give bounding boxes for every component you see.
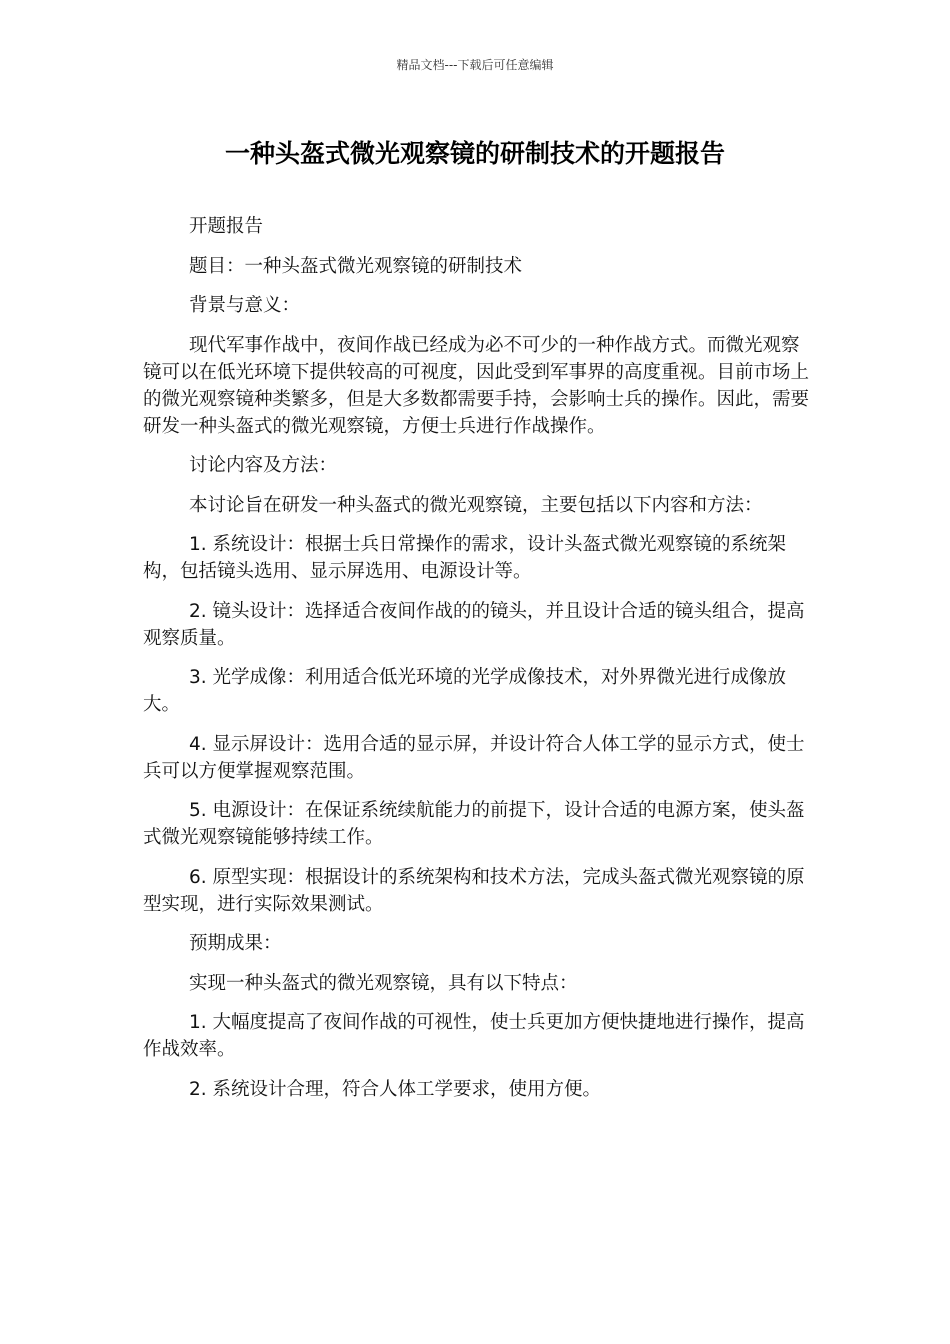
paragraph-methods-intro: 本讨论旨在研发一种头盔式的微光观察镜，主要包括以下内容和方法： [189,494,763,516]
heading-report: 开题报告 [189,216,264,237]
topic-line: 题目：一种头盔式微光观察镜的研制技术 [189,255,523,277]
list-item-system-design: 1. 系统设计：根据士兵日常操作的需求，设计头盔式微光观察镜的系统架构，包括镜头选用、显示屏选用、电源设计等。 [143,534,787,582]
list-item-prototype: 6. 原型实现：根据设计的系统架构和技术方法，完成头盔式微光观察镜的原型实现，进行实际效果测试。 [143,866,805,915]
header-note: 精品文档---下载后可任意编辑 [396,58,554,72]
section-heading-background: 背景与意义： [189,295,301,316]
list-item-optical-imaging: 3. 光学成像：利用适合低光环境的光学成像技术，对外界微光进行成像放大。 [143,667,787,715]
section-heading-methods: 讨论内容及方法： [189,455,338,476]
list-item-outcome-visibility: 1. 大幅度提高了夜间作战的可视性，使士兵更加方便快捷地进行操作，提高作战效率。 [143,1012,805,1060]
paragraph-background: 现代军事作战中，夜间作战已经成为必不可少的一种作战方式。而微光观察镜可以在低光环境下提供较高的可视度，因此受到军事界的高度重视。目前市场上的微光观察镜种类繁多，但是大多数都需要手持，会影响士兵的操作。因此，需要研发一种头盔式的微光观察镜，方便士兵进行作战操作。 [143,334,810,437]
list-item-power-design: 5. 电源设计：在保证系统续航能力的前提下，设计合适的电源方案，使头盔式微光观察镜能够持续工作。 [143,800,805,848]
paragraph-outcomes-intro: 实现一种头盔式的微光观察镜，具有以下特点： [189,972,578,994]
document-body [143,213,811,1115]
list-item-display-design: 4. 显示屏设计：选用合适的显示屏，并设计符合人体工学的显示方式，使士兵可以方便掌握观察范围。 [143,733,805,782]
section-heading-outcomes: 预期成果： [189,933,282,954]
document-title: 一种头盔式微光观察镜的研制技术的开题报告 [224,139,725,168]
list-item-outcome-ergonomics: 2. 系统设计合理，符合人体工学要求，使用方便。 [189,1078,602,1100]
list-item-lens-design: 2. 镜头设计：选择适合夜间作战的的镜头，并且设计合适的镜头组合，提高观察质量。 [143,600,805,649]
